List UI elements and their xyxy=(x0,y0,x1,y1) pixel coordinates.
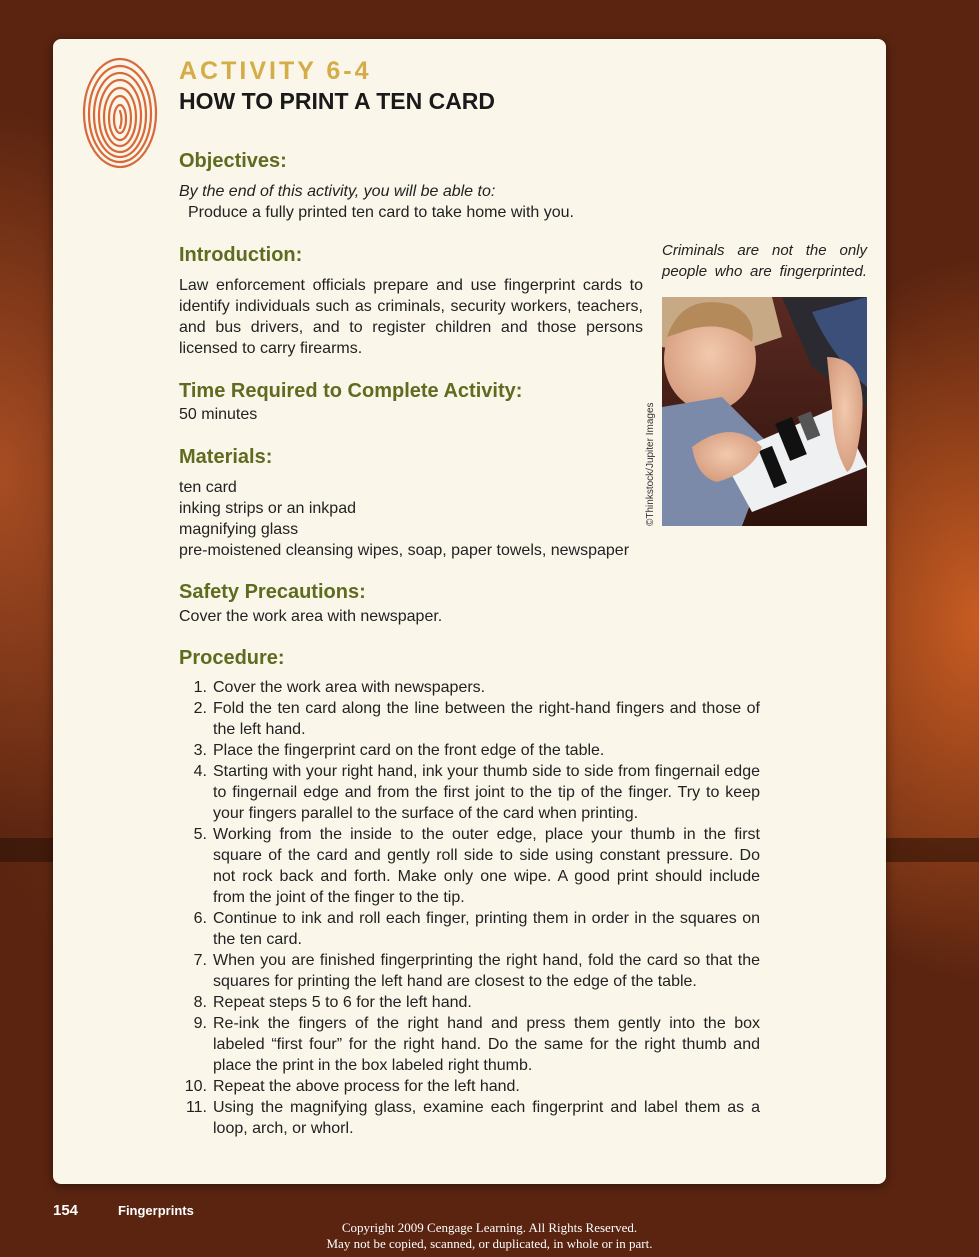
introduction-text: Law enforcement officials prepare and use fingerprint cards to identify individuals such as criminals, security workers, teachers, and bus drivers, and to register children and those persons licensed to carry firearms. xyxy=(179,277,643,357)
materials-item-2: inking strips or an inkpad xyxy=(179,500,356,517)
procedure-step: 6. Continue to ink and roll each finger, printing them in order in the squares on the ten card. xyxy=(193,910,760,948)
time-value: 50 minutes xyxy=(179,406,258,423)
activity-title: HOW TO PRINT A TEN CARD xyxy=(179,88,496,114)
copyright-line-1: Copyright 2009 Cengage Learning. All Rights Reserved. xyxy=(341,1220,638,1235)
procedure-step: 4. Starting with your right hand, ink your thumb side to side from fingernail edge to fingernail edge and from the first joint to the tip of the finger. Try to keep your fingers parallel to the surface of the card when printing. xyxy=(193,763,760,822)
introduction-heading: Introduction: xyxy=(179,244,303,266)
activity-number: ACTIVITY 6-4 xyxy=(179,57,372,85)
procedure-step: 1. Cover the work area with newspapers. xyxy=(193,679,486,696)
procedure-step: 3. Place the fingerprint card on the front edge of the table. xyxy=(193,742,605,759)
photo-child-fingerprinting xyxy=(662,297,867,526)
procedure-step: 5. Working from the inside to the outer edge, place your thumb in the first square of the card and gently roll side to side using constant pressure. Do not rock back and forth. Make only one wipe. A good print should include from the joint of the finger to the tip. xyxy=(193,826,760,906)
procedure-step: 2. Fold the ten card along the line between the right-hand fingers and those of the left hand. xyxy=(193,700,760,738)
copyright-line-2: May not be copied, scanned, or duplicated, in whole or in part. xyxy=(326,1236,653,1251)
procedure-step: 8. Repeat steps 5 to 6 for the left hand. xyxy=(193,994,472,1011)
copyright-notice xyxy=(0,1220,979,1252)
procedure-step: 7. When you are finished fingerprinting the right hand, fold the card so that the squares for printing the left hand are closest to the edge of the table. xyxy=(193,952,760,990)
fingerprint-icon xyxy=(80,56,160,170)
objectives-item: Produce a fully printed ten card to take home with you. xyxy=(188,204,574,221)
chapter-name: Fingerprints xyxy=(118,1203,194,1218)
photo-caption: Criminals are not the only people who are fingerprinted. xyxy=(662,242,867,280)
safety-text: Cover the work area with newspaper. xyxy=(179,608,443,625)
procedure-heading: Procedure: xyxy=(179,647,285,669)
time-heading: Time Required to Complete Activity: xyxy=(179,380,523,402)
objectives-heading: Objectives: xyxy=(179,150,287,172)
procedure-step: 10. Repeat the above process for the left hand. xyxy=(184,1078,520,1095)
page-number: 154 xyxy=(53,1202,79,1219)
procedure-list xyxy=(179,677,760,1139)
materials-item-1: ten card xyxy=(179,479,237,496)
procedure-step: 11. Using the magnifying glass, examine each fingerprint and label them as a loop, arch, or whorl. xyxy=(185,1099,760,1137)
materials-item-3: magnifying glass xyxy=(179,521,299,538)
procedure-step: 9. Re-ink the fingers of the right hand and press them gently into the box labeled “first four” for the right hand. Do the same for the right thumb and place the print in the box labeled right thumb. xyxy=(193,1015,760,1074)
safety-heading: Safety Precautions: xyxy=(179,581,366,603)
materials-heading: Materials: xyxy=(179,446,273,468)
objectives-lead: By the end of this activity, you will be able to: xyxy=(179,183,496,200)
materials-item-4: pre-moistened cleansing wipes, soap, paper towels, newspaper xyxy=(179,542,630,559)
